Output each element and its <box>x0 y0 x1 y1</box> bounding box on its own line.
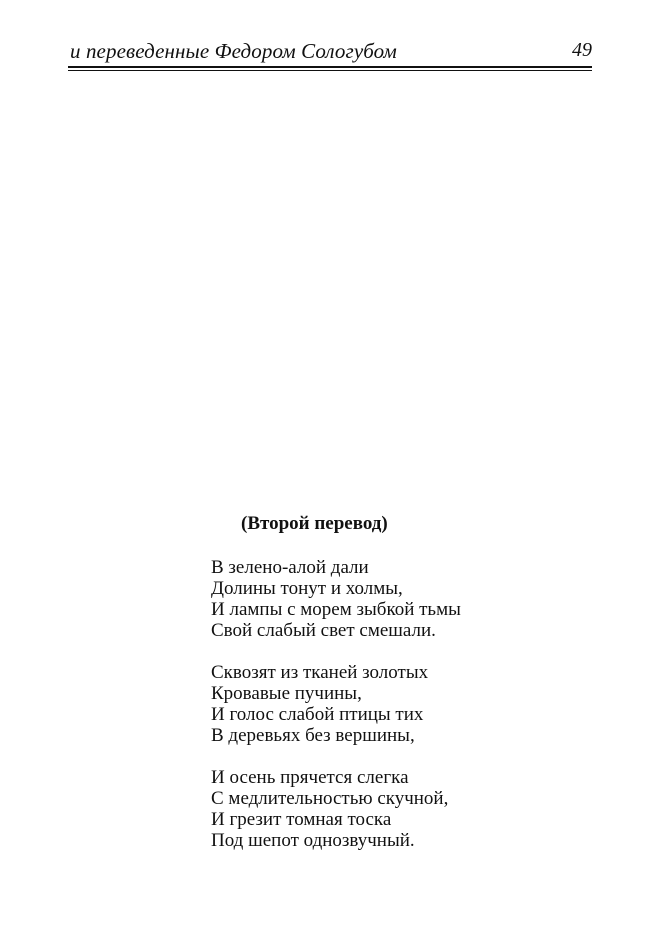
running-title: и переведенные Федором Сологубом <box>70 39 397 63</box>
poem-line: Долины тонут и холмы, <box>211 578 403 599</box>
poem-line: В зелено-алой дали <box>211 557 369 578</box>
poem-body <box>211 557 551 872</box>
poem-line: Сквозят из тканей золотых <box>211 662 429 683</box>
stanza-3 <box>211 767 551 851</box>
page-number: 49 <box>572 39 592 61</box>
stanza-2 <box>211 662 551 746</box>
poem-line: Свой слабый свет смешали. <box>211 620 436 641</box>
poem-line: В деревьях без вершины, <box>211 725 415 746</box>
poem-line: С медлительностью скучной, <box>211 788 449 809</box>
poem-line: Под шепот однозвучный. <box>211 830 415 851</box>
header-rule-thin <box>68 70 592 71</box>
running-header <box>70 38 592 68</box>
poem-line: И голос слабой птицы тих <box>211 704 424 725</box>
poem-title: (Второй перевод) <box>241 513 388 534</box>
header-rule-thick <box>68 66 592 68</box>
poem-line: Кровавые пучины, <box>211 683 362 704</box>
poem-line: И грезит томная тоска <box>211 809 392 830</box>
poem-line: И осень прячется слегка <box>211 767 409 788</box>
poem-line: И лампы с морем зыбкой тьмы <box>211 599 461 620</box>
stanza-1 <box>211 557 551 641</box>
